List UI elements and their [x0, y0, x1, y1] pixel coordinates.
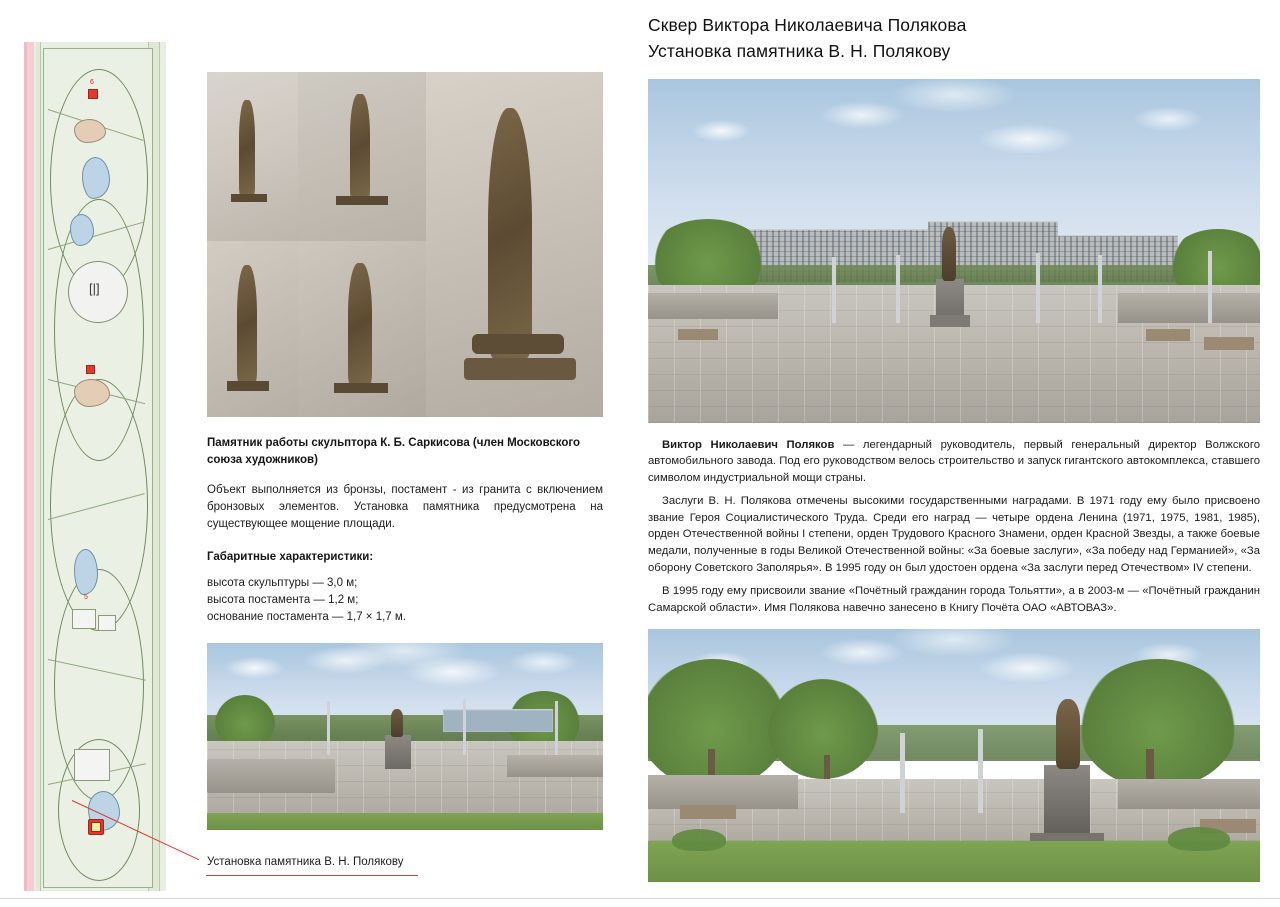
sculpture-photo-main: [426, 72, 603, 417]
plan-marker-mid: [86, 365, 95, 374]
plan-marker-top-label: 6: [90, 79, 94, 86]
plan-oval-glyph: [|]: [89, 281, 100, 296]
callout-underline: [206, 875, 418, 876]
specs-list: [207, 575, 603, 627]
plan-road-left-secondary: [36, 42, 41, 891]
sculpture-photo-grid: [207, 72, 603, 417]
render-left-caption: Установка памятника В. Н. Полякову: [207, 856, 404, 868]
render-image-right: [648, 629, 1260, 882]
plan-structure-3: [74, 749, 110, 781]
plan-marker-monument-core: [91, 822, 101, 832]
hero-photo-monument: [648, 79, 1260, 423]
biography-text: [648, 437, 1260, 617]
sculpture-photo-3: [207, 241, 298, 417]
plan-road-left: [27, 42, 34, 891]
spec-item-sculpture-height: высота скульптуры — 3,0 м;: [207, 576, 358, 589]
page-title-line1: Сквер Виктора Николаевича Полякова: [648, 15, 967, 35]
left-content-column: [207, 72, 603, 626]
plan-marker-5-label: 5: [84, 594, 88, 601]
sculptor-caption: Памятник работы скульптора К. Б. Саркисова (член Московского союза художников): [207, 437, 581, 466]
sculpture-photo-2: [298, 72, 426, 241]
sculpture-photo-1: [207, 72, 298, 241]
bio-paragraph-1: [648, 437, 1260, 487]
spec-item-pedestal-height: высота постамента — 1,2 м;: [207, 593, 359, 606]
plan-park-area: [43, 48, 153, 888]
plan-marker-top: [88, 89, 98, 99]
bio-paragraph-2: Заслуги В. Н. Полякова отмечены высокими государственными наградами. В 1971 году ему было присвоено звание Героя Социалистического Труда. Среди его наград — четыре ордена Ленина (1971, 1975, 1981, 1985), орден Отечественной войны I степени, орден Трудового Красного Знамени, орден Красной Звезды, а также боевые медали, полученные в годы Великой Отечественной войны: «За боевые заслуги», «За победу над Германией», «За оборону Советского Заполярья». В 1995 году он был удостоен ордена «За заслуги перед Отечеством» IV степени.: [648, 495, 1260, 574]
bio-paragraph-1-rest: — легендарный руководитель, первый генеральный директор Волжского автомобильного завода. Под его руководством велось строительство и запуск гигантского автокомплекса, ставшего символом индустриальной мощи страны.: [648, 438, 1260, 484]
sculpture-photo-4: [298, 241, 426, 417]
specs-heading: Габаритные характеристики:: [207, 550, 374, 563]
render-image-left: [207, 643, 603, 830]
page-title-line2: Установка памятника В. Н. Полякову: [648, 41, 951, 62]
plan-structure-1: [72, 609, 96, 629]
site-plan-strip: [24, 42, 166, 891]
object-description: Объект выполняется из бронзы, постамент - из гранита с включением бронзовых элементов. Установка памятника предусмотрена на существующее мощение площади.: [207, 484, 603, 530]
bio-paragraph-3: В 1995 году ему присвоили звание «Почётный гражданин города Тольятти», а в 2003-м — «Почётный гражданин Самарской области». Имя Полякова навечно занесено в Книгу Почёта ОАО «АВТОВАЗ».: [648, 585, 1260, 614]
plan-structure-2: [98, 615, 116, 631]
bio-lead-name: Виктор Николаевич Поляков: [662, 438, 835, 451]
right-content-column: [648, 12, 1260, 882]
page-bottom-divider: [0, 898, 1280, 899]
spec-item-pedestal-base: основание постамента — 1,7 × 1,7 м.: [207, 611, 406, 624]
